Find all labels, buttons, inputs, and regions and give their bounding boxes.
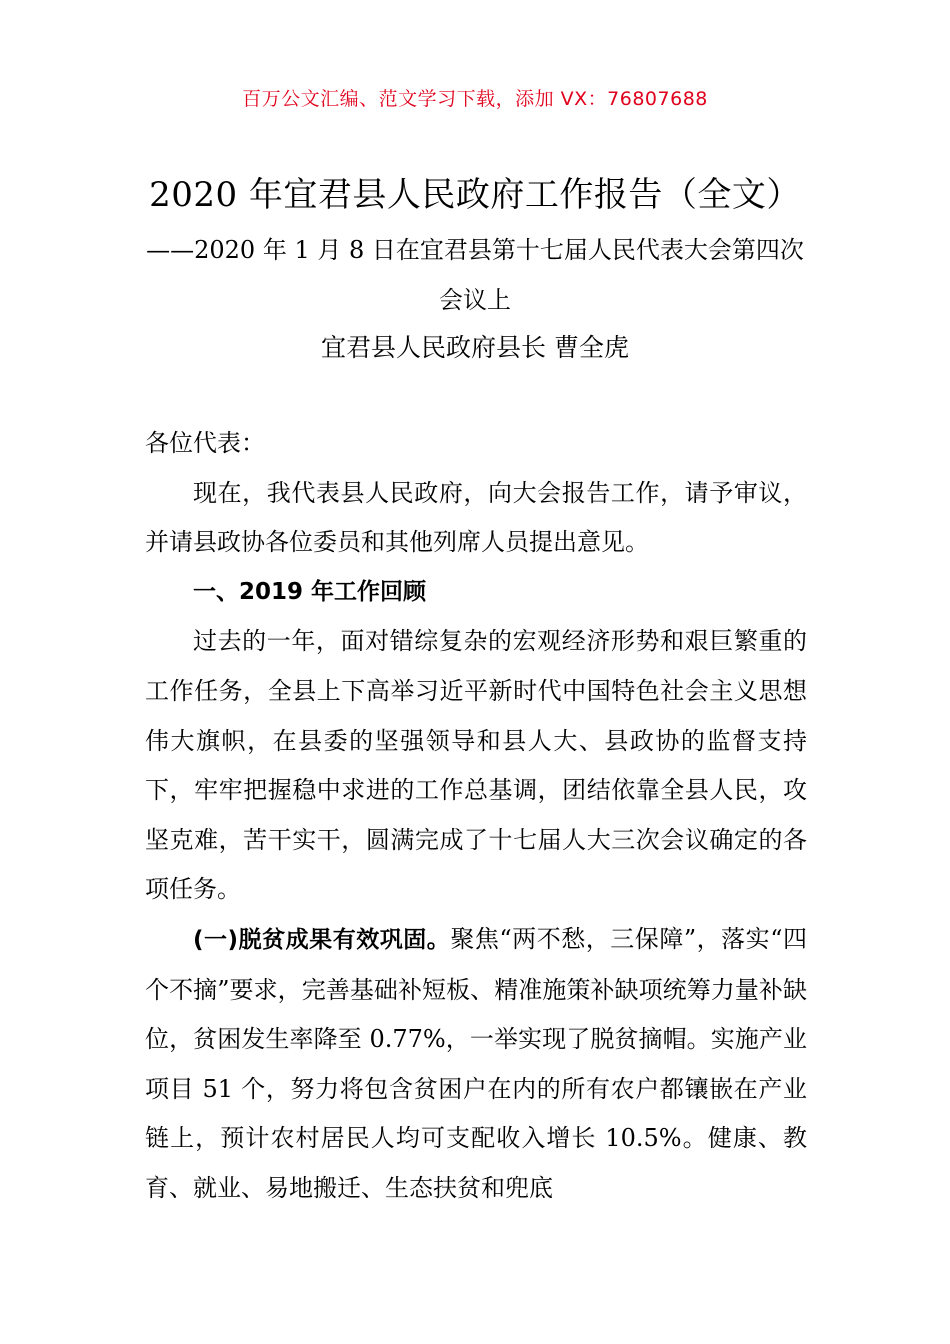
document-title: 2020 年宜君县人民政府工作报告（全文）	[149, 175, 801, 215]
document-author: 宜君县人民政府县长 曹全虎	[321, 333, 629, 362]
watermark-header-note: 百万公文汇编、范文学习下载，添加 VX：76807688	[242, 88, 708, 110]
document-body	[145, 419, 807, 1214]
section-heading: 一、2019 年工作回顾	[193, 578, 427, 605]
intro-paragraph: 现在，我代表县人民政府，向大会报告工作，请予审议，并请县政协各位委员和其他列席人员提出意见。	[145, 478, 807, 557]
document-subtitle: ——2020 年 1 月 8 日在宜君县第十七届人民代表大会第四次会议上	[146, 236, 804, 314]
review-paragraph: 过去的一年，面对错综复杂的宏观经济形势和艰巨繁重的工作任务，全县上下高举习近平新时代中国特色社会主义思想伟大旗帜，在县委的坚强领导和县人大、县政协的监督支持下，牢牢把握稳中求进的工作总基调，团结依靠全县人民，攻坚克难，苦干实干，圆满完成了十七届人大三次会议确定的各项任务。	[145, 627, 807, 904]
item-body: 聚焦“两不愁，三保障”，落实“四个不摘”要求，完善基础补短板、精准施策补缺项统筹力量补缺位，贫困发生率降至 0.77%，一举实现了脱贫摘帽。实施产业项目 51 个，努力将包含贫困户在内的所有农户都镶嵌在产业链上，预计农村居民人均可支配收入增长 10.5%。健康、教育、就业、易地搬迁、生态扶贫和兜底	[145, 924, 808, 1202]
salutation: 各位代表：	[145, 429, 265, 457]
item-lead: (一)脱贫成果有效巩固。	[193, 926, 451, 953]
item-paragraph	[145, 915, 807, 1214]
